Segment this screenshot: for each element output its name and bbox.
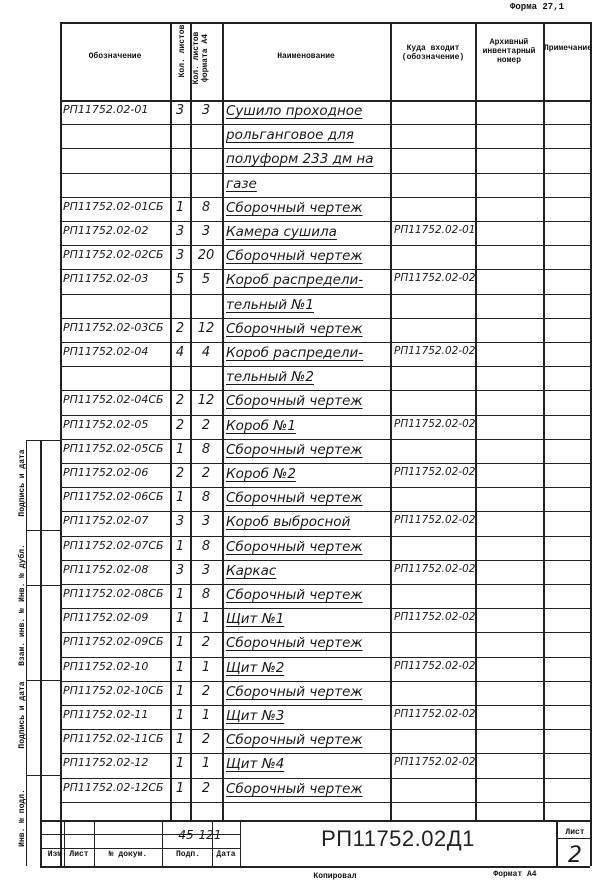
grid-line <box>60 439 590 440</box>
total-sheets-count: 45 <box>178 828 194 842</box>
row-sheets-count: 1 <box>175 441 185 457</box>
grid-line <box>26 440 60 441</box>
row-name: Щит №1 <box>226 611 285 628</box>
side-label-inv-dup: Инв. № дубл. <box>18 544 27 602</box>
row-designation: РП11752.02-04СБ <box>63 393 164 407</box>
row-where-used: РП11752.02-02 <box>394 345 476 357</box>
grid-line <box>60 197 590 198</box>
row-sheets-a4: 5 <box>201 272 211 288</box>
row-designation: РП11752.02-10СБ <box>63 683 164 697</box>
grid-line <box>162 820 163 866</box>
grid-line <box>40 848 240 849</box>
row-sheets-count: 1 <box>175 538 185 554</box>
grid-line <box>60 124 590 125</box>
title-col-izm: Изм <box>47 850 63 859</box>
grid-line <box>60 173 590 174</box>
title-col-list: Лист <box>69 850 89 859</box>
row-sheets-a4: 2 <box>201 635 211 651</box>
grid-line <box>60 608 590 609</box>
grid-line <box>60 560 590 561</box>
grid-line <box>556 820 558 866</box>
row-sheets-count: 1 <box>175 659 185 675</box>
row-name: Сборочный чертеж <box>226 393 363 410</box>
row-name: Сборочный чертеж <box>226 587 363 603</box>
row-sheets-a4: 8 <box>201 490 211 506</box>
row-designation: РП11752.02-09 <box>63 611 149 625</box>
row-where-used: РП11752.02-02 <box>394 562 476 575</box>
row-sheets-count: 1 <box>175 587 185 602</box>
row-name: Щит №2 <box>226 659 285 676</box>
row-sheets-a4: 4 <box>201 345 211 360</box>
grid-line <box>222 22 224 820</box>
row-sheets-a4: 1 <box>201 756 211 772</box>
grid-line <box>26 680 60 681</box>
row-sheets-count: 5 <box>175 272 185 288</box>
row-designation: РП11752.02-08СБ <box>63 587 164 600</box>
header-sheets-count: Кол. листов <box>178 24 187 78</box>
grid-line <box>60 245 590 246</box>
grid-line <box>60 536 590 537</box>
row-where-used: РП11752.02-01 <box>394 224 476 236</box>
row-sheets-count: 3 <box>175 514 185 530</box>
grid-line <box>40 866 590 868</box>
grid-line <box>390 22 392 820</box>
grid-line <box>60 463 590 464</box>
grid-line <box>60 148 590 149</box>
row-sheets-a4: 1 <box>201 659 211 675</box>
row-designation: РП11752.02-03 <box>63 272 149 286</box>
row-sheets-count: 2 <box>175 417 185 433</box>
grid-line <box>94 820 95 866</box>
row-sheets-count: 1 <box>175 708 185 723</box>
grid-line <box>60 511 590 512</box>
row-designation: РП11752.02-06 <box>63 466 149 479</box>
grid-line <box>212 820 213 866</box>
row-where-used: РП11752.02-02 <box>394 272 476 285</box>
row-sheets-count: 3 <box>175 248 185 264</box>
grid-line <box>64 820 65 866</box>
row-where-used: РП11752.02-02 <box>394 659 476 672</box>
row-designation: РП11752.02-10 <box>63 659 149 673</box>
row-sheets-count: 3 <box>175 562 185 578</box>
row-designation: РП11752.02-05 <box>63 417 149 431</box>
row-name: Короб №2 <box>226 466 296 482</box>
row-designation: РП11752.02-02СБ <box>63 248 164 262</box>
row-designation: РП11752.02-01СБ <box>63 199 164 213</box>
row-sheets-a4: 1 <box>201 708 211 723</box>
footer-format: Формат А4 <box>493 870 537 879</box>
grid-line <box>60 318 590 319</box>
grid-line <box>26 585 60 586</box>
row-designation: РП11752.02-03СБ <box>63 320 164 334</box>
row-sheets-a4: 2 <box>201 683 211 699</box>
row-designation: РП11752.02-08 <box>63 562 149 576</box>
grid-line <box>60 802 590 803</box>
row-name: Сборочный чертеж <box>226 248 363 265</box>
grid-line <box>40 440 42 866</box>
header-archive-no: Архивный инвентарный номер <box>482 38 536 65</box>
row-where-used: РП11752.02-02 <box>394 466 476 478</box>
row-name: Сборочный чертеж <box>226 780 363 797</box>
row-name: Сборочный чертеж <box>226 199 363 216</box>
row-name: Сборочный чертеж <box>226 683 363 700</box>
row-where-used: РП11752.02-02 <box>394 611 476 624</box>
grid-line <box>60 342 590 343</box>
row-where-used: РП11752.02-02 <box>394 417 476 430</box>
total-sheets-a4: 121 <box>198 828 222 842</box>
row-sheets-a4: 20 <box>197 248 215 264</box>
row-sheets-count: 1 <box>175 611 185 627</box>
grid-line <box>60 753 590 754</box>
row-name: Сборочный чертеж <box>226 490 363 507</box>
header-sheets-a4: Кол. листов формата А4 <box>192 31 210 85</box>
row-name: Каркас <box>226 562 277 579</box>
grid-line <box>60 100 590 102</box>
row-name: Сборочный чертеж <box>226 635 363 652</box>
row-name: Щит №3 <box>226 708 285 724</box>
row-name: Сушило проходное <box>226 103 363 119</box>
grid-line <box>60 22 590 24</box>
header-note: Примечание <box>544 44 593 53</box>
grid-line <box>40 820 590 822</box>
row-name: рольганговое для <box>226 127 354 144</box>
row-name: тельный №2 <box>226 369 314 386</box>
grid-line <box>60 415 590 416</box>
grid-line <box>60 729 590 730</box>
row-sheets-a4: 2 <box>201 780 211 796</box>
row-name: Короб распредели- <box>226 345 364 361</box>
row-name: Сборочный чертеж <box>226 441 363 458</box>
grid-line <box>60 294 590 295</box>
sheet-number: 2 <box>568 843 582 868</box>
row-sheets-count: 2 <box>175 393 185 409</box>
row-where-used: РП11752.02-02 <box>394 708 476 720</box>
row-sheets-count: 1 <box>175 732 185 748</box>
row-sheets-a4: 2 <box>201 732 211 748</box>
grid-line <box>60 269 590 270</box>
row-designation: РП11752.02-12 <box>63 756 149 770</box>
row-sheets-a4: 3 <box>201 224 211 239</box>
row-where-used: РП11752.02-02 <box>394 514 476 527</box>
grid-line <box>60 390 590 391</box>
row-sheets-a4: 3 <box>201 562 211 578</box>
row-designation: РП11752.02-12СБ <box>63 780 164 794</box>
grid-line <box>60 705 590 706</box>
row-where-used: РП11752.02-02 <box>394 756 476 769</box>
row-sheets-count: 1 <box>175 490 185 506</box>
row-sheets-count: 3 <box>175 224 185 239</box>
row-designation: РП11752.02-01 <box>63 103 149 116</box>
row-name: Сборочный чертеж <box>226 732 363 749</box>
row-designation: РП11752.02-07СБ <box>63 538 164 552</box>
row-sheets-a4: 8 <box>201 538 211 554</box>
row-sheets-a4: 12 <box>197 320 215 336</box>
header-name: Наименование <box>277 52 335 61</box>
row-sheets-a4: 12 <box>197 393 215 409</box>
row-sheets-a4: 3 <box>201 103 211 118</box>
grid-line <box>556 838 590 839</box>
row-name: Камера сушила <box>226 224 337 240</box>
row-designation: РП11752.02-07 <box>63 514 149 528</box>
row-sheets-count: 1 <box>175 635 185 651</box>
title-col-doc: № докум. <box>108 850 148 859</box>
row-designation: РП11752.02-06СБ <box>63 490 164 504</box>
row-sheets-a4: 3 <box>201 514 211 530</box>
row-sheets-a4: 2 <box>201 417 211 433</box>
grid-line <box>60 681 590 682</box>
title-col-sign: Подп. <box>175 850 200 859</box>
row-designation: РП11752.02-11СБ <box>63 732 164 746</box>
grid-line <box>26 775 60 776</box>
side-label-inv-orig: Инв. № подл. <box>18 789 27 847</box>
row-name: тельный №1 <box>226 296 314 313</box>
row-name: газе <box>226 175 257 192</box>
row-name: Щит №4 <box>226 756 285 773</box>
row-sheets-count: 3 <box>175 103 185 118</box>
form-label: Форма 27,1 <box>510 2 565 12</box>
grid-line <box>60 584 590 585</box>
row-name: Сборочный чертеж <box>226 538 363 555</box>
row-designation: РП11752.02-05СБ <box>63 441 164 455</box>
side-label-sign-date-1: Подпись и дата <box>18 681 27 749</box>
grid-line <box>590 22 592 866</box>
row-sheets-count: 1 <box>175 756 185 772</box>
row-sheets-count: 1 <box>175 780 185 796</box>
row-name: Короб выбросной <box>226 514 351 531</box>
grid-line <box>543 22 545 820</box>
row-sheets-a4: 8 <box>201 587 211 602</box>
row-designation: РП11752.02-02 <box>63 224 149 237</box>
row-name: полуформ 233 дм на <box>226 151 374 168</box>
side-label-replace-inv: Взам. инв. № <box>18 608 27 666</box>
row-name: Короб распредели- <box>226 272 364 289</box>
grid-line <box>60 366 590 367</box>
row-sheets-a4: 1 <box>201 611 211 627</box>
row-sheets-count: 1 <box>175 199 185 215</box>
row-sheets-count: 2 <box>175 466 185 481</box>
row-name: Короб №1 <box>226 417 296 434</box>
sheet-label: Лист <box>565 828 585 837</box>
row-sheets-count: 1 <box>175 683 185 699</box>
row-sheets-count: 4 <box>175 345 185 360</box>
side-label-sign-date-2: Подпись и дата <box>18 449 27 517</box>
title-col-date: Дата <box>216 850 236 859</box>
document-code: РП11752.02Д1 <box>321 826 475 851</box>
row-designation: РП11752.02-09СБ <box>63 635 164 649</box>
row-sheets-a4: 8 <box>201 441 211 457</box>
header-where-used: Куда входит (обозначение) <box>401 44 465 62</box>
grid-line <box>60 778 590 779</box>
grid-line <box>60 657 590 658</box>
row-sheets-a4: 8 <box>201 199 211 215</box>
row-sheets-a4: 2 <box>201 466 211 481</box>
row-designation: РП11752.02-11 <box>63 708 149 721</box>
row-sheets-count: 2 <box>175 320 185 336</box>
footer-copied: Копировал <box>313 872 357 881</box>
grid-line <box>60 632 590 633</box>
grid-line <box>26 530 60 531</box>
grid-line <box>60 487 590 488</box>
header-designation: Обозначение <box>88 52 142 61</box>
row-designation: РП11752.02-04 <box>63 345 149 358</box>
grid-line <box>60 221 590 222</box>
row-name: Сборочный чертеж <box>226 320 363 337</box>
